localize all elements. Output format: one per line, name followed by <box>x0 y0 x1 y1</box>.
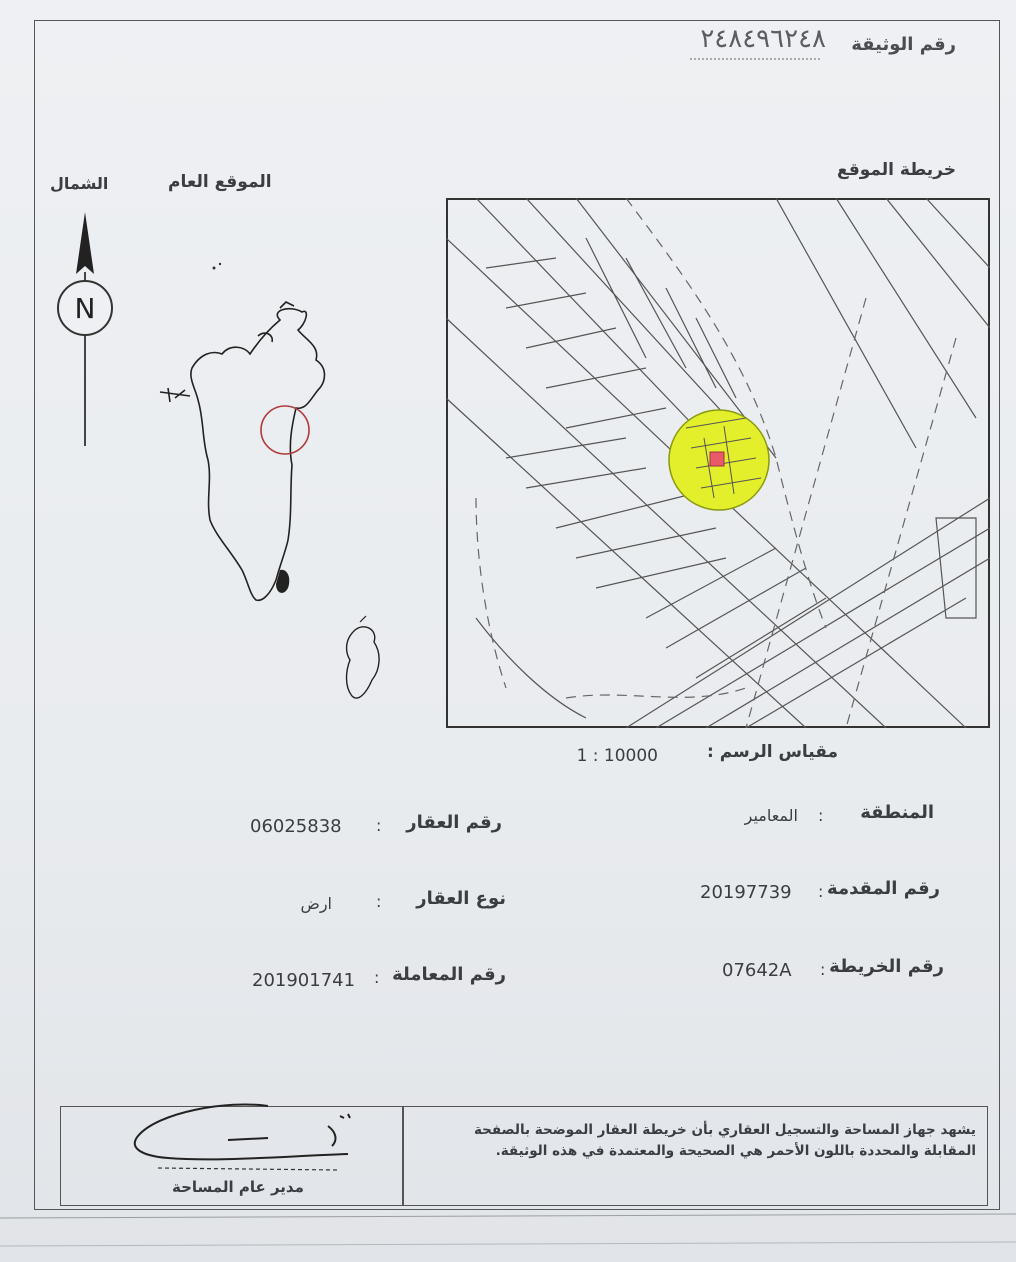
transaction-no-value: 201901741 <box>252 970 356 991</box>
applicant-no-label: رقم المقدمة <box>827 878 940 899</box>
area-colon: : <box>818 806 824 825</box>
map-no-colon: : <box>820 960 826 979</box>
transaction-no-label: رقم المعاملة <box>392 964 506 985</box>
general-location-title: الموقع العام <box>168 172 272 192</box>
doc-number-value: ٢٤٨٤٩٦٢٤٨ <box>700 24 826 54</box>
location-map <box>446 198 990 728</box>
signatory-title: مدير عام المساحة <box>172 1178 304 1196</box>
paper-edge-lines <box>0 1212 1016 1262</box>
doc-number-underline <box>690 58 820 60</box>
transaction-no-colon: : <box>374 968 380 987</box>
applicant-no-colon: : <box>818 882 824 901</box>
property-no-value: 06025838 <box>250 816 342 837</box>
north-symbol: N <box>74 292 96 325</box>
scale-label: مقياس الرسم : <box>706 742 838 762</box>
property-type-colon: : <box>376 892 382 911</box>
signature-image <box>118 1096 368 1176</box>
area-value: المعامير <box>744 806 798 825</box>
scale-value: 1 : 10000 <box>576 746 658 766</box>
property-no-label: رقم العقار <box>406 812 502 833</box>
footer-divider <box>402 1106 404 1206</box>
map-no-label: رقم الخريطة <box>829 956 944 977</box>
map-no-value: 07642A <box>722 960 792 981</box>
applicant-no-value: 20197739 <box>700 882 792 903</box>
property-type-label: نوع العقار <box>416 888 506 909</box>
property-no-colon: : <box>376 816 382 835</box>
property-type-value: ارض <box>300 894 332 913</box>
location-map-title: خريطة الموقع <box>836 160 956 180</box>
doc-number-label: رقم الوثيقة <box>851 34 956 55</box>
area-label: المنطقة <box>860 802 934 823</box>
certification-text: يشهد جهاز المساحة والتسجيل العقاري بأن خريطة العقار الموضحة بالصفحة المقابلة والمحددة باللون الأحمر هي الصحيحة والمعتمدة في هذه الوثيقة. <box>473 1122 976 1159</box>
general-location-map <box>130 250 420 730</box>
north-label: الشمال <box>50 174 109 193</box>
north-arrow-icon <box>50 212 120 452</box>
